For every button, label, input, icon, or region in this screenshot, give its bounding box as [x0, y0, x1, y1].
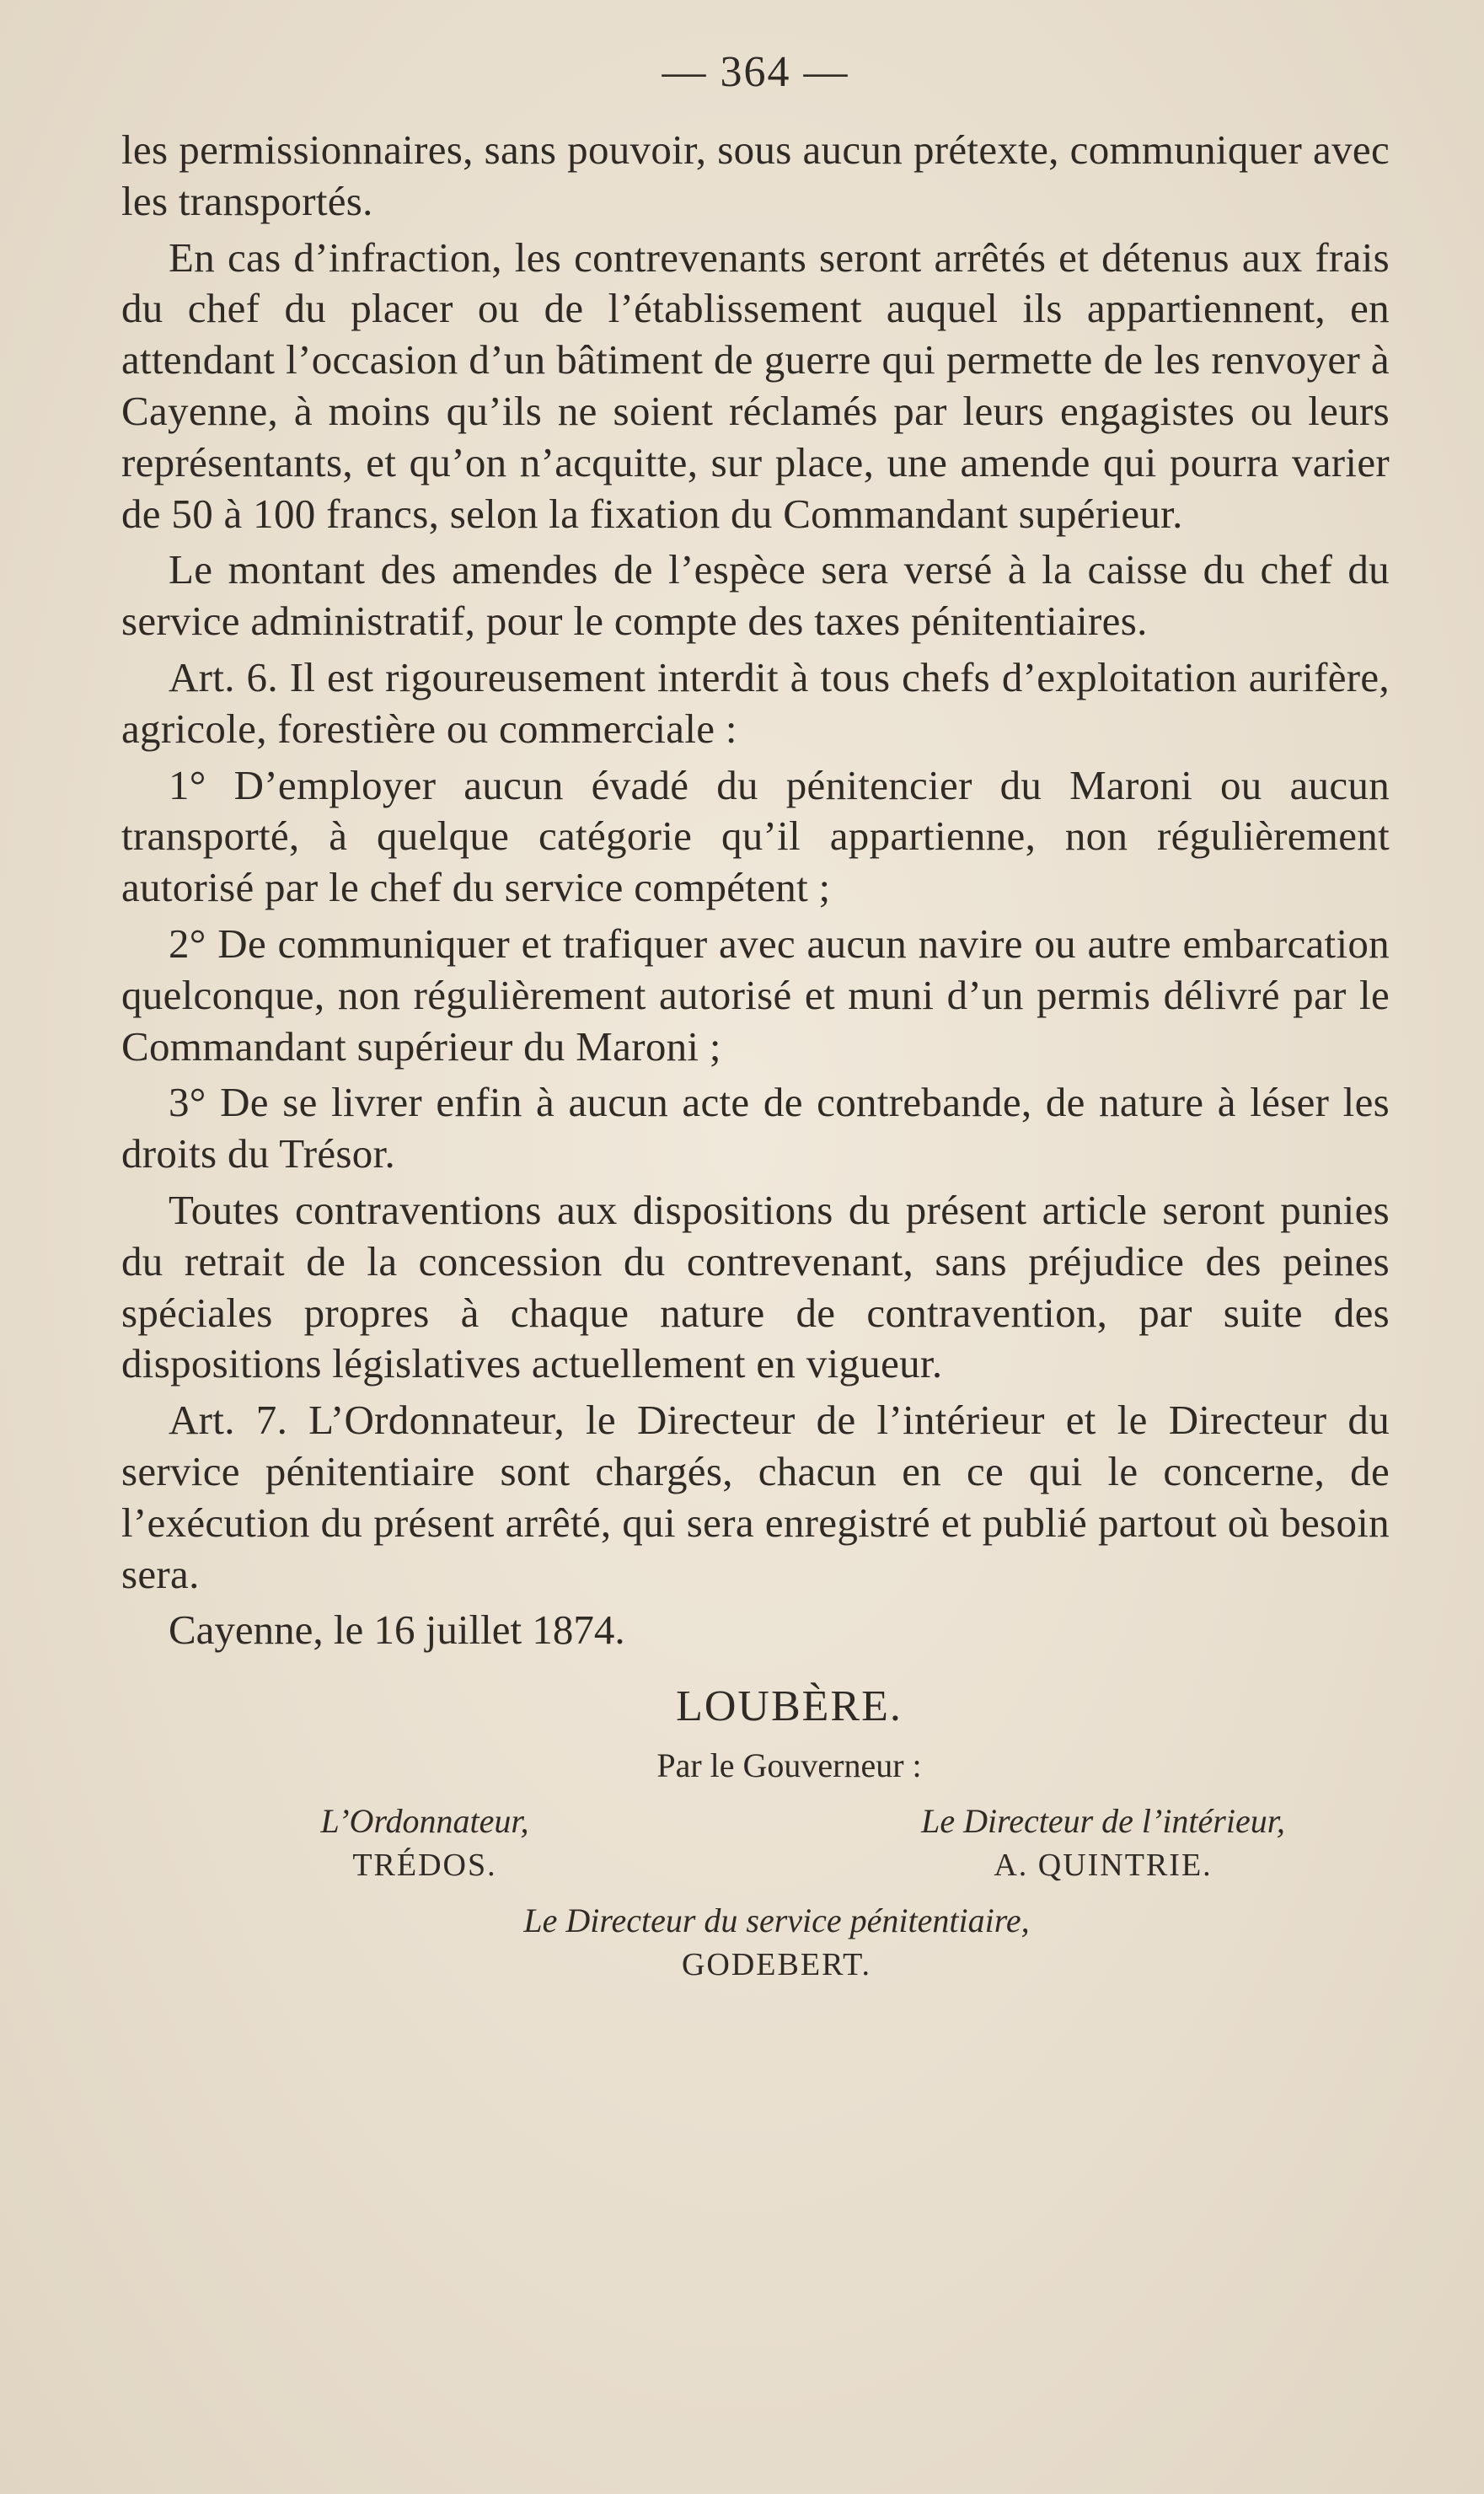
- paragraph-item-2: 2° De communiquer et trafiquer avec aucun navire ou autre embarcation quelconque, non régulièrement autorisé et muni d’un permis délivré par le Commandant supérieur du Maroni ;: [121, 920, 1390, 1070]
- paragraph-article-6: Art. 6. Il est rigoureusement interdit à tous chefs d’exploitation aurifère, agricole, forestière ou commerciale :: [121, 653, 1390, 752]
- paragraph-amendes: Le montant des amendes de l’espèce sera versé à la caisse du chef du service administratif, pour le compte des taxes pénitentiaires.: [121, 546, 1390, 645]
- paragraph-item-1: 1° D’employer aucun évadé du pénitencier du Maroni ou aucun transporté, à quelque catégorie qu’il appartienne, non régulièrement autorisé par le chef du service compétent ;: [121, 761, 1390, 911]
- signature-row: [121, 1799, 1390, 1887]
- place-date-line: Cayenne, le 16 juillet 1874.: [169, 1606, 625, 1654]
- text-column: [121, 48, 1390, 1987]
- directeur-penitentiaire-name: GODEBERT.: [681, 1947, 872, 1983]
- ordonnateur-name: TRÉDOS.: [352, 1848, 497, 1884]
- directeur-penitentiaire-title: Le Directeur du service pénitentiaire,: [523, 1901, 1030, 1940]
- ordonnateur-block: [155, 1799, 694, 1887]
- par-le-gouverneur: Par le Gouverneur :: [656, 1746, 922, 1785]
- ordonnateur-title: L’Ordonnateur,: [320, 1802, 529, 1841]
- paragraph-contraventions: Toutes contraventions aux dispositions du présent article seront punies du retrait de la concession du contrevenant, sans préjudice des peines spéciales propres à chaque nature de contravention, par suite des dispositions législatives actuellement en vigueur.: [121, 1186, 1390, 1387]
- page-number: — 364 —: [662, 48, 849, 96]
- paragraph-continuation: les permissionnaires, sans pouvoir, sous aucun prétexte, communiquer avec les transportés.: [121, 126, 1390, 224]
- paragraph-infraction: En cas d’infraction, les contrevenants seront arrêtés et détenus aux frais du chef du placer ou de l’établissement auquel ils appartiennent, en attendant l’occasion d’un bâtiment de guerre qui permette de les renvoyer à Cayenne, à moins qu’ils ne soient réclamés par leurs engagistes ou leurs représentants, et qu’on n’acquitte, sur place, une amende qui pourra varier de 50 à 100 francs, selon la fixation du Commandant supérieur.: [121, 233, 1390, 537]
- directeur-interieur-name: A. QUINTRIE.: [994, 1848, 1213, 1884]
- directeur-penitentiaire-block: [121, 1899, 1390, 1987]
- paragraph-article-7: Art. 7. L’Ordonnateur, le Directeur de l’intérieur et le Directeur du service pénitentiaire sont chargés, chacun en ce qui le concerne, de l’exécution du présent arrêté, qui sera enregistré et publié partout où besoin sera.: [121, 1397, 1390, 1597]
- governor-signature: LOUBÈRE.: [676, 1682, 903, 1731]
- directeur-interieur-title: Le Directeur de l’intérieur,: [921, 1802, 1285, 1841]
- paragraph-item-3: 3° De se livrer enfin à aucun acte de contrebande, de nature à léser les droits du Trésor.: [121, 1079, 1390, 1177]
- directeur-interieur-block: [833, 1799, 1373, 1887]
